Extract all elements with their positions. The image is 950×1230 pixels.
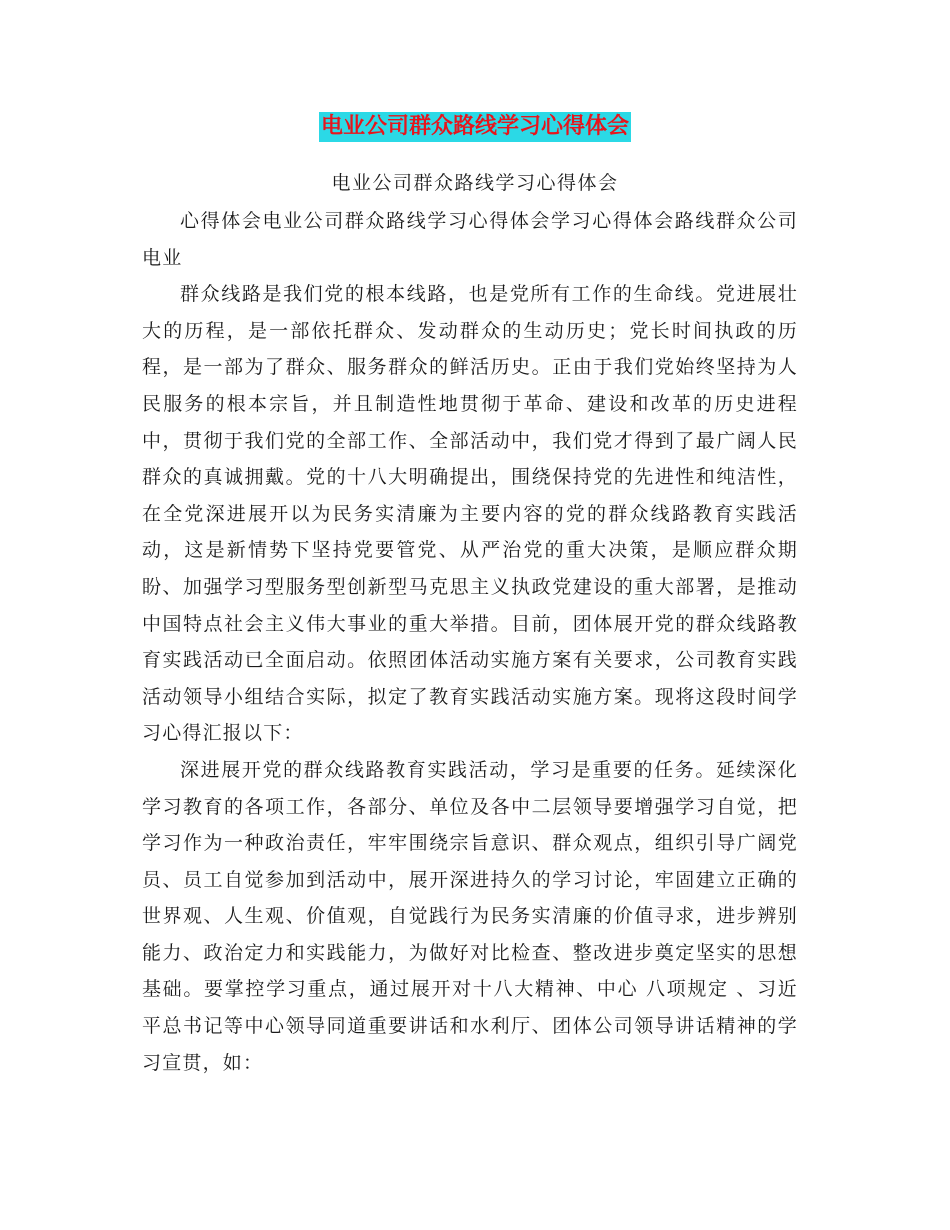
document-body xyxy=(142,203,798,1081)
title-row xyxy=(0,112,950,142)
body-paragraph-2: 深进展开党的群众线路教育实践活动，学习是重要的任务。延续深化学习教育的各项工作，各部分、单位及各中二层领导要增强学习自觉，把学习作为一种政治责任，牢牢围绕宗旨意识、群众观点，组织引导广阔党员、员工自觉参加到活动中，展开深进持久的学习讨论，牢固建立正确的世界观、人生观、价值观，自觉践行为民务实清廉的价值寻求，进步辨别能力、政治定力和实践能力，为做好对比检查、整改进步奠定坚实的思想基础。要掌控学习重点，通过展开对十八大精神、中心 八项规定 、习近平总书记等中心领导同道重要讲话和水利厅、团体公司领导讲话精神的学习宣贯，如： xyxy=(142,758,798,1074)
body-paragraph-1: 群众线路是我们党的根本线路，也是党所有工作的生命线。党进展壮大的历程，是一部依托群众、发动群众的生动历史；党长时间执政的历程，是一部为了群众、服务群众的鲜活历史。正由于我们党始终坚持为人民服务的根本宗旨，并且制造性地贯彻于革命、建设和改革的历史进程中，贯彻于我们党的全部工作、全部活动中，我们党才得到了最广阔人民群众的真诚拥戴。党的十八大明确提出，围绕保持党的先进性和纯洁性，在全党深进展开以为民务实清廉为主要内容的党的群众线路教育实践活动，这是新情势下坚持党要管党、从严治党的重大决策，是顺应群众期盼、加强学习型服务型创新型马克思主义执政党建设的重大部署，是推动中国特点社会主义伟大事业的重大举措。目前，团体展开党的群众线路教育实践活动已全面启动。依照团体活动实施方案有关要求，公司教育实践活动领导小组结合实际，拟定了教育实践活动实施方案。现将这段时间学习心得汇报以下： xyxy=(142,283,798,745)
document-title: 电业公司群众路线学习心得体会 xyxy=(319,112,631,142)
document-subtitle: 电业公司群众路线学习心得体会 xyxy=(331,172,619,194)
keywords-paragraph: 心得体会电业公司群众路线学习心得体会学习心得体会路线群众公司电业 xyxy=(142,210,798,269)
